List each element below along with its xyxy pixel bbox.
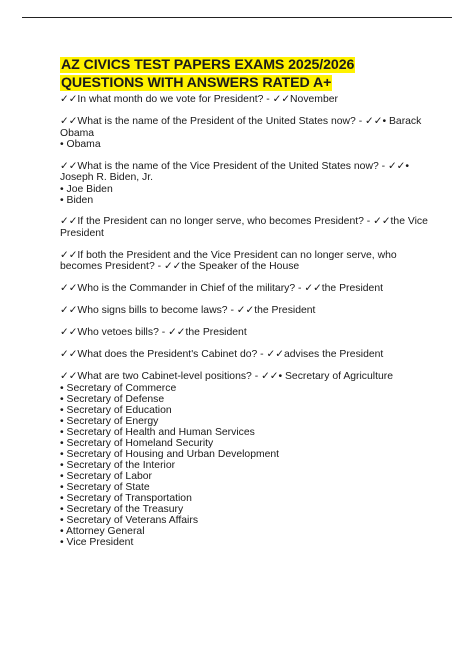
document-title [60, 56, 432, 92]
answer-list-item: • Secretary of Energy [60, 415, 159, 427]
qa-item [60, 371, 432, 548]
answer-list-item: • Secretary of State [60, 481, 150, 493]
answer-list [60, 184, 432, 206]
qa-text: ✓✓What does the President's Cabinet do? - ✓✓advises the President [60, 349, 384, 360]
answer-list-item: • Joe Biden [60, 183, 113, 195]
qa-text: ✓✓Who vetoes bills? - ✓✓the President [60, 327, 247, 338]
qa-item [60, 250, 432, 273]
qa-text: ✓✓What are two Cabinet-level positions? - ✓✓• Secretary of Agriculture [60, 371, 393, 382]
qa-item [60, 327, 432, 339]
qa-text: ✓✓What is the name of the Vice President of the United States now? - ✓✓• Joseph R. Biden, Jr. [60, 160, 410, 183]
answer-list-item: • Secretary of Labor [60, 470, 153, 482]
qa-list [60, 94, 432, 548]
answer-list-item: • Secretary of Transportation [60, 492, 192, 504]
answer-list-item: • Secretary of Health and Human Services [60, 426, 255, 438]
qa-item [60, 161, 432, 206]
qa-item [60, 283, 432, 295]
qa-text: ✓✓Who signs bills to become laws? - ✓✓the President [60, 305, 316, 316]
qa-text: ✓✓What is the name of the President of the United States now? - ✓✓• Barack Obama [60, 116, 422, 139]
qa-text: ✓✓Who is the Commander in Chief of the military? - ✓✓the President [60, 283, 383, 294]
answer-list-item: • Secretary of Veterans Affairs [60, 514, 199, 526]
document-title-text: AZ CIVICS TEST PAPERS EXAMS 2025/2026 QUESTIONS WITH ANSWERS RATED A+ [61, 57, 355, 91]
answer-list-item: • Biden [60, 194, 94, 206]
qa-item [60, 216, 432, 239]
answer-list-item: • Vice President [60, 536, 134, 548]
answer-list [60, 139, 432, 150]
answer-list [60, 383, 432, 548]
answer-list-item: • Secretary of Homeland Security [60, 437, 214, 449]
answer-list-item: • Secretary of Housing and Urban Development [60, 448, 280, 460]
qa-text: ✓✓If the President can no longer serve, who becomes President? - ✓✓the Vice President [60, 216, 428, 239]
qa-item [60, 116, 432, 150]
answer-list-item: • Attorney General [60, 525, 145, 537]
qa-text: ✓✓In what month do we vote for President? - ✓✓November [60, 94, 338, 105]
qa-item [60, 305, 432, 317]
qa-item [60, 349, 432, 361]
answer-list-item: • Secretary of Commerce [60, 382, 177, 394]
document-body [60, 56, 432, 558]
qa-item [60, 94, 432, 106]
top-rule [22, 17, 452, 18]
answer-list-item: • Secretary of the Treasury [60, 503, 184, 515]
answer-list-item: • Obama [60, 139, 101, 150]
qa-text: ✓✓If both the President and the Vice President can no longer serve, who becomes President? - ✓✓the Speaker of the House [60, 249, 397, 272]
answer-list-item: • Secretary of the Interior [60, 459, 176, 471]
answer-list-item: • Secretary of Education [60, 404, 172, 416]
answer-list-item: • Secretary of Defense [60, 393, 165, 405]
